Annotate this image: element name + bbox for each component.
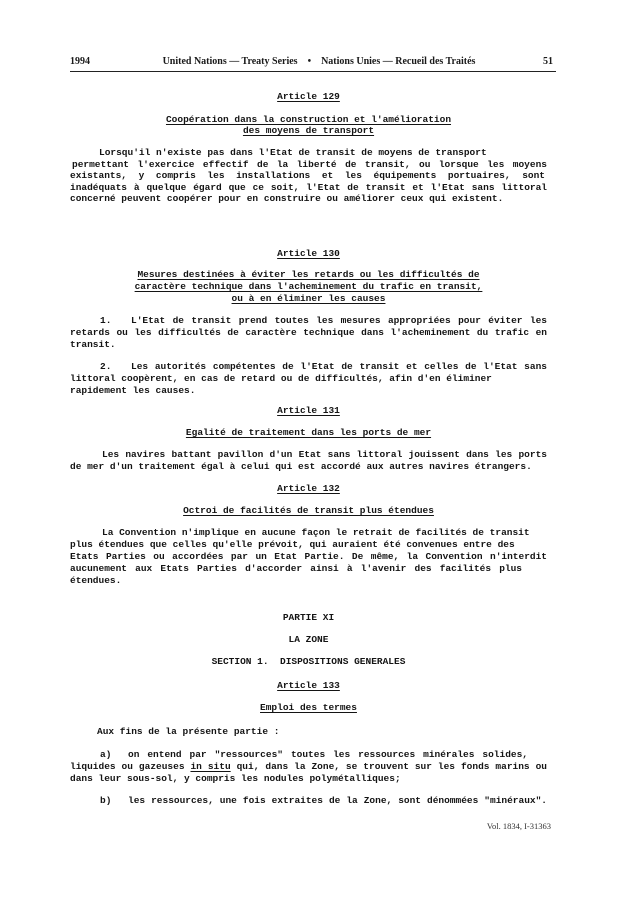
article-title-line <box>70 702 547 714</box>
paragraph-line: Etats Parties ou accordées par un Etat Partie. De même, la Convention n'interdit <box>70 551 547 562</box>
paragraph-line: Les autorités compétentes de l'Etat de transit et celles de l'Etat sans <box>131 361 547 372</box>
header-title-en: United Nations — Treaty Series <box>162 56 298 67</box>
item-line <box>70 761 547 773</box>
paragraph-line: L'Etat de transit prend toutes les mesures appropriées pour éviter les <box>131 315 547 326</box>
header-series-title <box>100 56 538 68</box>
paragraph-number: 2. <box>100 361 112 372</box>
header-page-number: 51 <box>543 56 553 67</box>
article-heading-text: Article 132 <box>277 483 340 494</box>
part-title: LA ZONE <box>288 634 329 645</box>
article-intro: Aux fins de la présente partie : <box>97 726 280 737</box>
paragraph-line: existants, y compris les installations et les équipements portuaires, sont <box>70 170 545 181</box>
article-title-line <box>70 125 547 137</box>
item-line: les ressources, une fois extraites de la Zone, sont dénommées "minéraux". <box>128 795 547 806</box>
paragraph-line: étendues. <box>70 575 122 586</box>
item-label: b) <box>100 795 112 806</box>
article-title-line <box>70 281 547 293</box>
article-heading <box>70 405 547 417</box>
header-bullet: • <box>307 56 312 67</box>
volume-reference: Vol. 1834, I-31363 <box>486 821 551 831</box>
paragraph-line: aucunement aux Etats Parties d'accorder ainsi à l'avenir des facilités plus <box>70 563 522 574</box>
article-title-text: Egalité de traitement dans les ports de mer <box>185 427 432 438</box>
paragraph-line: inadéquats à quelque égard que ce soit, l'Etat de transit et l'Etat sans littoral <box>70 182 547 193</box>
article-heading-text: Article 130 <box>277 248 340 259</box>
paragraph-number: 1. <box>100 315 112 326</box>
section-heading: SECTION 1. DISPOSITIONS GENERALES <box>211 656 406 667</box>
in-situ-underlined-term: in situ <box>190 761 231 772</box>
article-title-text: Octroi de facilités de transit plus étendues <box>183 505 434 516</box>
paragraph-line: La Convention n'implique en aucune façon le retrait de facilités de transit <box>102 527 530 538</box>
article-heading-text: Article 133 <box>277 680 340 691</box>
paragraph-line: transit. <box>70 339 116 350</box>
article-heading-text: Article 129 <box>277 91 340 102</box>
article-title-line <box>70 269 547 281</box>
item-line: on entend par "ressources" toutes les ressources minérales solides, <box>128 749 528 760</box>
header-rule <box>70 71 556 72</box>
item-label: a) <box>100 749 112 760</box>
article-heading <box>70 248 547 260</box>
article-title-line <box>70 293 547 305</box>
paragraph-line: retards ou les difficultés de caractère technique dans l'acheminement du trafic en <box>70 327 547 338</box>
article-title-text: caractère technique dans l'acheminement du trafic en transit, <box>134 281 483 292</box>
paragraph-line: Les navires battant pavillon d'un Etat sans littoral jouissent dans les ports <box>102 449 547 460</box>
paragraph-line: concerné peuvent coopérer pour en construire ou améliorer ceux qui existent. <box>70 193 504 204</box>
paragraph-line: littoral coopèrent, en cas de retard ou de difficultés, afin d'en éliminer <box>70 373 492 384</box>
article-heading <box>70 680 547 692</box>
article-title-text: Emploi des termes <box>260 702 357 713</box>
header-title-fr: Nations Unies — Recueil des Traités <box>321 56 476 67</box>
article-heading <box>70 91 547 103</box>
item-line-text: liquides ou gazeuses <box>70 761 191 772</box>
paragraph-line: plus étendues que celles qu'elle prévoit, qui auraient été convenues entre des <box>70 539 515 550</box>
article-title-text: des moyens de transport <box>242 125 375 136</box>
item-line: dans leur sous-sol, y compris les nodules polymétalliques; <box>70 773 401 784</box>
article-heading-text: Article 131 <box>277 405 340 416</box>
article-title-text: Coopération dans la construction et l'amélioration <box>165 114 452 125</box>
article-title-line <box>70 427 547 439</box>
article-title-line <box>70 505 547 517</box>
paragraph-line: de mer d'un traitement égal à celui qui est accordé aux autres navires étrangers. <box>70 461 532 472</box>
article-title-text: ou à en éliminer les causes <box>231 293 386 304</box>
paragraph-line: permettant l'exercice effectif de la liberté de transit, ou lorsque les moyens <box>72 159 547 170</box>
part-heading: PARTIE XI <box>282 612 335 623</box>
item-line-text: qui, dans la Zone, se trouvent sur les fonds marins ou <box>230 761 547 772</box>
paragraph-line: Lorsqu'il n'existe pas dans l'Etat de transit de moyens de transport <box>99 147 487 158</box>
paragraph-line: rapidement les causes. <box>70 385 196 396</box>
header-year: 1994 <box>70 56 90 67</box>
article-heading <box>70 483 547 495</box>
article-title-text: Mesures destinées à éviter les retards ou les difficultés de <box>137 269 480 280</box>
